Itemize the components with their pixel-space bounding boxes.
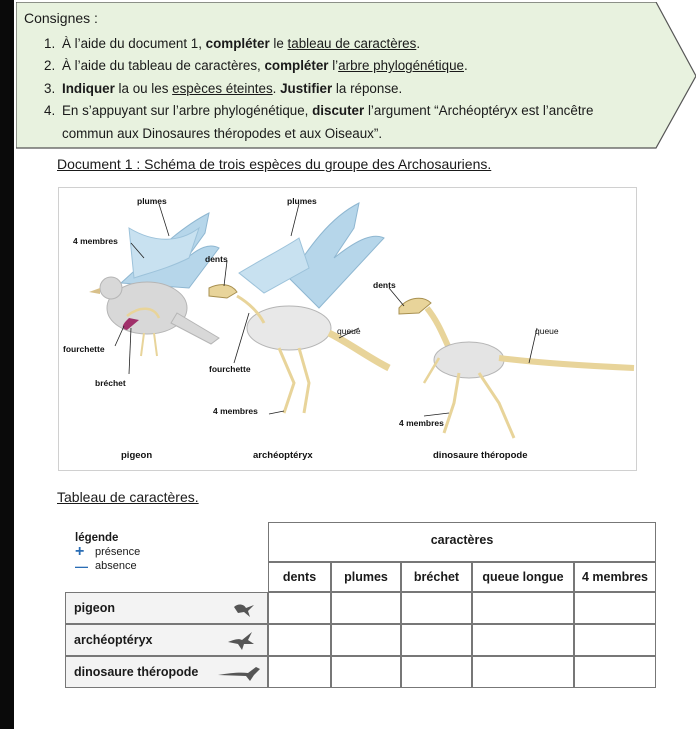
consigne-number: 3. — [44, 80, 56, 96]
left-margin-bar — [0, 0, 14, 729]
cell-pigeon-dents[interactable] — [268, 592, 331, 624]
consigne-underline: arbre phylogénétique — [338, 58, 464, 74]
cell-archeopteryx-4-membres[interactable] — [574, 624, 656, 656]
species-name-archeopteryx: archéoptéryx — [253, 450, 313, 461]
row-pigeon — [65, 592, 268, 624]
consigne-text: le — [269, 36, 288, 51]
consigne-number: 1. — [44, 36, 56, 51]
cell-pigeon-4-membres[interactable] — [574, 592, 656, 624]
col-brechet: bréchet — [401, 562, 472, 592]
legend — [75, 532, 140, 572]
consigne-text: À l’aide du tableau de caractères, — [62, 58, 265, 74]
tableau-title: Tableau de caractères. — [57, 489, 199, 505]
consigne-text: commun aux Dinosaures théropodes et aux Oiseaux”. — [62, 125, 383, 141]
consigne-4 — [36, 100, 696, 145]
consigne-bold: discuter — [312, 103, 365, 119]
species-name-theropode: dinosaure théropode — [433, 450, 528, 461]
consignes-box — [16, 2, 696, 150]
archosaur-figure — [58, 187, 637, 471]
theropode-icon — [216, 663, 264, 683]
label-4-membres-theropode: 4 membres — [399, 418, 444, 428]
consignes-title: Consignes : — [24, 10, 98, 26]
archeopteryx-drawing — [209, 203, 389, 413]
cell-theropode-queue-longue[interactable] — [472, 656, 574, 688]
cell-pigeon-brechet[interactable] — [401, 592, 472, 624]
consigne-text: l’ — [328, 58, 339, 74]
consigne-1 — [36, 33, 696, 55]
consigne-underline: tableau de caractères — [287, 36, 417, 51]
cell-pigeon-plumes[interactable] — [331, 592, 401, 624]
row-label-dinosaure-theropode: dinosaure théropode — [74, 665, 199, 679]
archeopteryx-icon — [226, 630, 256, 652]
label-brechet: bréchet — [95, 378, 126, 388]
legend-presence — [75, 543, 141, 560]
row-dinosaure-theropode — [65, 656, 268, 688]
legend-absence-label: absence — [95, 560, 137, 572]
consigne-text: . — [463, 58, 468, 74]
label-queue-archeopteryx: queue — [337, 326, 361, 336]
cell-pigeon-queue-longue[interactable] — [472, 592, 574, 624]
consigne-text: . — [416, 36, 421, 51]
legend-presence-label: présence — [95, 546, 141, 558]
consigne-text: la ou les — [114, 80, 173, 96]
cell-theropode-plumes[interactable] — [331, 656, 401, 688]
cell-theropode-4-membres[interactable] — [574, 656, 656, 688]
col-queue-longue: queue longue — [472, 562, 574, 592]
consigne-bold: Indiquer — [62, 80, 115, 96]
consigne-text: la réponse. — [332, 80, 403, 96]
label-fourchette-pigeon: fourchette — [63, 344, 105, 354]
legend-absence — [75, 560, 140, 572]
consigne-bold: Justifier — [280, 80, 333, 96]
minus-icon: — — [75, 559, 88, 574]
species-name-pigeon: pigeon — [121, 450, 153, 461]
label-dents-theropode: dents — [373, 280, 396, 290]
cell-archeopteryx-plumes[interactable] — [331, 624, 401, 656]
label-plumes-pigeon: plumes — [137, 196, 167, 206]
consigne-text: En s’appuyant sur l’arbre phylogénétique, — [62, 103, 313, 119]
label-4-membres-archeopteryx: 4 membres — [213, 406, 258, 416]
row-label-archeopteryx: archéoptéryx — [74, 633, 153, 647]
caracteres-label: caractères — [430, 533, 494, 547]
col-dents: dents — [268, 562, 331, 592]
label-4-membres-pigeon: 4 membres — [73, 236, 118, 246]
document1-title: Document 1 : Schéma de trois espèces du groupe des Archosauriens. — [57, 156, 492, 172]
character-table — [65, 522, 655, 689]
label-queue-theropode: queue — [535, 326, 559, 336]
label-dents-archeopteryx: dents — [205, 254, 228, 264]
cell-archeopteryx-queue-longue[interactable] — [472, 624, 574, 656]
consigne-number: 2. — [44, 58, 56, 74]
col-plumes: plumes — [331, 562, 401, 592]
consigne-bold: compléter — [264, 58, 329, 74]
consigne-underline: espèces éteintes — [172, 80, 273, 96]
cell-theropode-dents[interactable] — [268, 656, 331, 688]
consigne-3 — [36, 78, 696, 100]
pigeon-icon — [230, 599, 256, 619]
consigne-bold: compléter — [205, 36, 270, 51]
consigne-text: l’argument “Archéoptéryx est l’ancêtre — [364, 103, 594, 119]
consignes-list — [36, 33, 696, 145]
consigne-text: . — [272, 80, 281, 96]
legend-title: légende — [75, 532, 119, 544]
col-4-membres: 4 membres — [574, 562, 656, 592]
consigne-2 — [36, 55, 696, 77]
cell-theropode-brechet[interactable] — [401, 656, 472, 688]
row-label-pigeon: pigeon — [74, 601, 115, 615]
plus-icon: + — [75, 543, 85, 560]
pigeon-drawing — [89, 213, 219, 356]
consigne-text: À l’aide du document 1, — [62, 36, 206, 51]
cell-archeopteryx-brechet[interactable] — [401, 624, 472, 656]
caracteres-header — [268, 522, 656, 562]
cell-archeopteryx-dents[interactable] — [268, 624, 331, 656]
consigne-number: 4. — [44, 103, 56, 119]
label-fourchette-archeopteryx: fourchette — [209, 364, 251, 374]
label-plumes-archeopteryx: plumes — [287, 196, 317, 206]
row-archeopteryx — [65, 624, 268, 656]
